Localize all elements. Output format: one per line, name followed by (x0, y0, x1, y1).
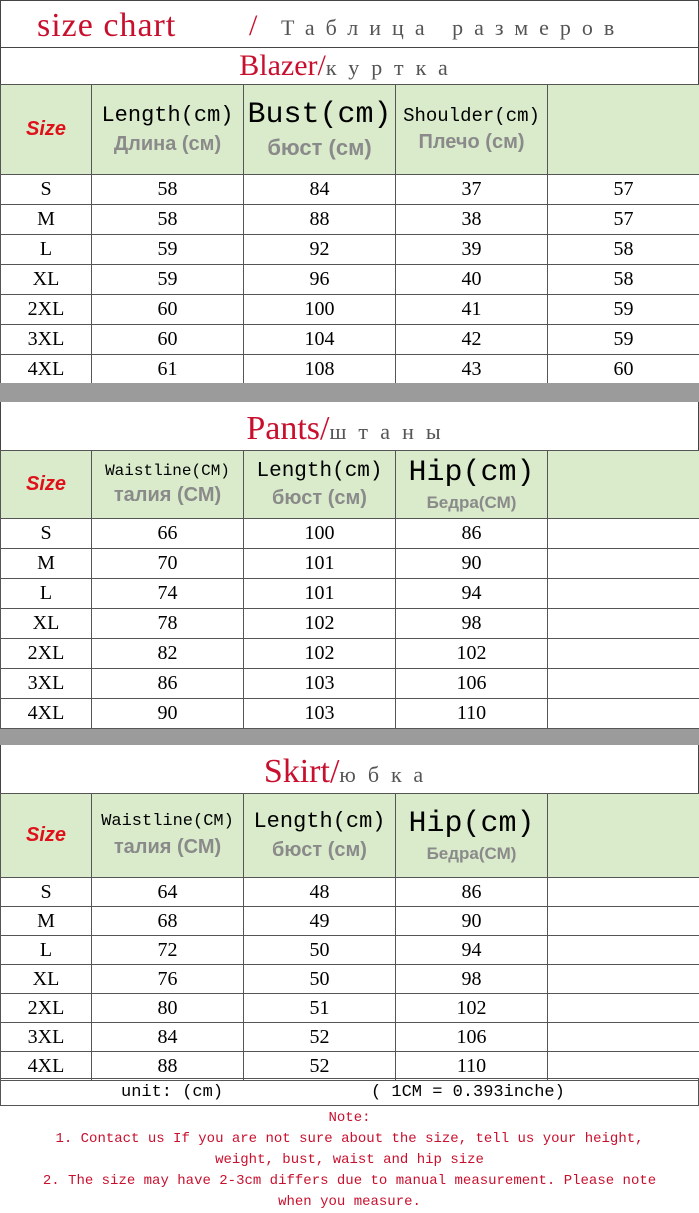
measurement-cell: 49 (244, 907, 396, 936)
measurement-cell: 103 (244, 669, 396, 699)
measurement-cell: 52 (244, 1052, 396, 1081)
measurement-cell (548, 549, 699, 579)
measurement-cell (548, 699, 699, 729)
skirt-title-en: Skirt/ (264, 753, 340, 790)
measurement-cell: 106 (396, 1023, 548, 1052)
size-cell: 3XL (1, 1023, 92, 1052)
unit-conversion: ( 1CM = 0.393inche) (371, 1083, 565, 1102)
skirt-header-cell (548, 794, 699, 878)
measurement-cell: 51 (244, 994, 396, 1023)
skirt-header-cell (396, 794, 548, 878)
size-cell: L (1, 936, 92, 965)
table-row (1, 907, 699, 936)
size-cell: XL (1, 965, 92, 994)
skirt-section-title (0, 745, 699, 793)
table-row (1, 1052, 699, 1081)
measurement-cell (548, 965, 699, 994)
measurement-cell (548, 639, 699, 669)
measurement-cell: 50 (244, 936, 396, 965)
measurement-cell: 59 (548, 295, 699, 325)
measurement-cell: 98 (396, 965, 548, 994)
header-label-ru: Длина (см) (92, 133, 243, 155)
table-row (1, 639, 699, 669)
pants-header-cell (396, 451, 548, 519)
size-column-label: Size (26, 118, 66, 140)
measurement-cell: 94 (396, 936, 548, 965)
header-label-ru: Бедра(СМ) (396, 494, 547, 513)
measurement-cell: 92 (244, 235, 396, 265)
measurement-cell: 80 (92, 994, 244, 1023)
measurement-cell: 94 (396, 579, 548, 609)
measurement-cell: 58 (548, 235, 699, 265)
size-cell: 4XL (1, 699, 92, 729)
measurement-cell: 110 (396, 1052, 548, 1081)
pants-size-table (0, 450, 699, 729)
measurement-cell: 96 (244, 265, 396, 295)
table-row (1, 175, 699, 205)
measurement-cell: 102 (396, 994, 548, 1023)
measurement-cell (548, 579, 699, 609)
header-label-en: Hip(cm) (396, 457, 547, 490)
measurement-cell: 90 (92, 699, 244, 729)
table-row (1, 235, 699, 265)
measurement-cell: 76 (92, 965, 244, 994)
header-label-en: Hip(cm) (396, 808, 547, 841)
size-cell: S (1, 878, 92, 907)
unit-label: unit: (cm) (121, 1083, 223, 1102)
measurement-cell: 58 (548, 265, 699, 295)
size-chart-title: size chart (37, 7, 176, 45)
table-row (1, 295, 699, 325)
table-row (1, 519, 699, 549)
measurement-cell: 102 (244, 639, 396, 669)
size-cell: 4XL (1, 1052, 92, 1081)
blazer-header-row (1, 85, 699, 175)
size-cell: 3XL (1, 669, 92, 699)
size-cell: XL (1, 609, 92, 639)
size-cell: L (1, 235, 92, 265)
pants-title-en: Pants/ (246, 410, 329, 447)
size-cell: S (1, 175, 92, 205)
measurement-cell: 106 (396, 669, 548, 699)
size-cell: 2XL (1, 994, 92, 1023)
blazer-header-cell (244, 85, 396, 175)
size-chart-title-ru: Таблица размеров (281, 15, 625, 41)
measurement-cell: 108 (244, 355, 396, 385)
table-row (1, 965, 699, 994)
measurement-cell: 64 (92, 878, 244, 907)
measurement-cell (548, 936, 699, 965)
measurement-cell: 102 (244, 609, 396, 639)
pants-header-cell (548, 451, 699, 519)
header-label-ru: талия (СМ) (92, 484, 243, 506)
blazer-title-en: Blazer/ (239, 49, 326, 82)
pants-header-cell (92, 451, 244, 519)
table-row (1, 325, 699, 355)
measurement-cell: 86 (92, 669, 244, 699)
measurement-cell: 98 (396, 609, 548, 639)
measurement-cell: 84 (244, 175, 396, 205)
measurement-cell: 82 (92, 639, 244, 669)
measurement-cell: 59 (92, 235, 244, 265)
measurement-cell: 90 (396, 549, 548, 579)
measurement-cell: 100 (244, 519, 396, 549)
measurement-cell: 58 (92, 175, 244, 205)
measurement-cell: 60 (92, 325, 244, 355)
size-cell: 3XL (1, 325, 92, 355)
blazer-header-cell (92, 85, 244, 175)
measurement-cell: 61 (92, 355, 244, 385)
header-label-ru: бюст (см) (244, 487, 395, 509)
blazer-header-cell (1, 85, 92, 175)
measurement-cell: 101 (244, 579, 396, 609)
note-line: 1. Contact us If you are not sure about the size, tell us your height, (0, 1129, 699, 1150)
pants-title-ru: штаны (329, 419, 452, 444)
size-cell: M (1, 549, 92, 579)
measurement-cell: 66 (92, 519, 244, 549)
measurement-cell: 58 (92, 205, 244, 235)
measurement-cell (548, 519, 699, 549)
blazer-size-table (0, 84, 699, 385)
measurement-cell: 57 (548, 205, 699, 235)
table-row (1, 609, 699, 639)
measurement-cell: 103 (244, 699, 396, 729)
size-cell: M (1, 205, 92, 235)
size-cell: M (1, 907, 92, 936)
header-label-en: Length(cm) (244, 460, 395, 483)
pants-header-cell (244, 451, 396, 519)
notes-heading: Note: (0, 1108, 699, 1129)
table-row (1, 699, 699, 729)
size-cell: 2XL (1, 295, 92, 325)
header-label-ru: бюст (см) (244, 839, 395, 861)
size-column-label: Size (26, 473, 66, 495)
header-label-ru: бюст (см) (244, 136, 395, 160)
table-row (1, 265, 699, 295)
skirt-header-row (1, 794, 699, 878)
size-cell: 2XL (1, 639, 92, 669)
measurement-cell: 72 (92, 936, 244, 965)
note-line: when you measure. (0, 1192, 699, 1213)
measurement-cell: 40 (396, 265, 548, 295)
measurement-cell: 59 (92, 265, 244, 295)
table-row (1, 994, 699, 1023)
table-row (1, 878, 699, 907)
note-line: weight, bust, waist and hip size (0, 1150, 699, 1171)
pants-header-row (1, 451, 699, 519)
measurement-cell: 60 (548, 355, 699, 385)
table-row (1, 355, 699, 385)
pants-section-title (0, 402, 699, 450)
measurement-cell: 41 (396, 295, 548, 325)
skirt-header-cell (92, 794, 244, 878)
measurement-cell: 38 (396, 205, 548, 235)
measurement-cell: 43 (396, 355, 548, 385)
skirt-header-cell (244, 794, 396, 878)
measurement-cell: 88 (244, 205, 396, 235)
measurement-cell: 90 (396, 907, 548, 936)
skirt-size-table (0, 793, 699, 1081)
measurement-cell: 42 (396, 325, 548, 355)
measurement-cell: 110 (396, 699, 548, 729)
size-cell: S (1, 519, 92, 549)
blazer-section-title (0, 48, 699, 84)
measurement-cell: 37 (396, 175, 548, 205)
size-column-label: Size (26, 824, 66, 846)
size-cell: 4XL (1, 355, 92, 385)
header-label-en: Waistline(CM) (92, 463, 243, 481)
header-label-ru: Бедра(СМ) (396, 845, 547, 864)
measurement-cell (548, 1052, 699, 1081)
blazer-header-cell (548, 85, 699, 175)
measurement-cell (548, 907, 699, 936)
measurement-cell: 52 (244, 1023, 396, 1052)
measurement-cell: 88 (92, 1052, 244, 1081)
header-label-en: Length(cm) (244, 810, 395, 834)
measurement-cell: 78 (92, 609, 244, 639)
table-row (1, 1023, 699, 1052)
table-row (1, 669, 699, 699)
measurement-cell: 74 (92, 579, 244, 609)
header-label-ru: талия (СМ) (92, 836, 243, 858)
measurement-cell: 104 (244, 325, 396, 355)
note-line: 2. The size may have 2-3cm differs due to manual measurement. Please note (0, 1171, 699, 1192)
measurement-cell (548, 609, 699, 639)
blazer-title-ru: куртка (326, 55, 460, 80)
measurement-cell: 39 (396, 235, 548, 265)
pants-header-cell (1, 451, 92, 519)
measurement-cell (548, 1023, 699, 1052)
measurement-cell: 84 (92, 1023, 244, 1052)
measurement-cell: 60 (92, 295, 244, 325)
table-row (1, 936, 699, 965)
measurement-cell (548, 669, 699, 699)
measurement-cell: 86 (396, 878, 548, 907)
skirt-header-cell (1, 794, 92, 878)
title-slash: / (249, 9, 257, 43)
measurement-cell: 59 (548, 325, 699, 355)
size-cell: XL (1, 265, 92, 295)
measurement-cell: 101 (244, 549, 396, 579)
header-label-en: Length(cm) (92, 104, 243, 128)
header-label-en: Bust(cm) (244, 99, 395, 132)
section-separator (0, 729, 699, 745)
header-label-ru: Плечо (см) (396, 131, 547, 153)
table-row (1, 579, 699, 609)
measurement-cell: 102 (396, 639, 548, 669)
measurement-cell: 100 (244, 295, 396, 325)
blazer-header-cell (396, 85, 548, 175)
measurement-cell: 48 (244, 878, 396, 907)
measurement-cell (548, 994, 699, 1023)
size-cell: L (1, 579, 92, 609)
section-separator (0, 383, 699, 402)
skirt-title-ru: юбка (339, 762, 435, 787)
measurement-cell: 57 (548, 175, 699, 205)
header-label-en: Waistline(CM) (92, 813, 243, 832)
notes-block (0, 1108, 699, 1213)
header-label-en: Shoulder(cm) (396, 106, 547, 127)
unit-footer (0, 1078, 699, 1106)
table-row (1, 549, 699, 579)
size-chart-title-bar (0, 0, 699, 48)
measurement-cell: 86 (396, 519, 548, 549)
measurement-cell: 50 (244, 965, 396, 994)
measurement-cell: 68 (92, 907, 244, 936)
measurement-cell (548, 878, 699, 907)
table-row (1, 205, 699, 235)
measurement-cell: 70 (92, 549, 244, 579)
